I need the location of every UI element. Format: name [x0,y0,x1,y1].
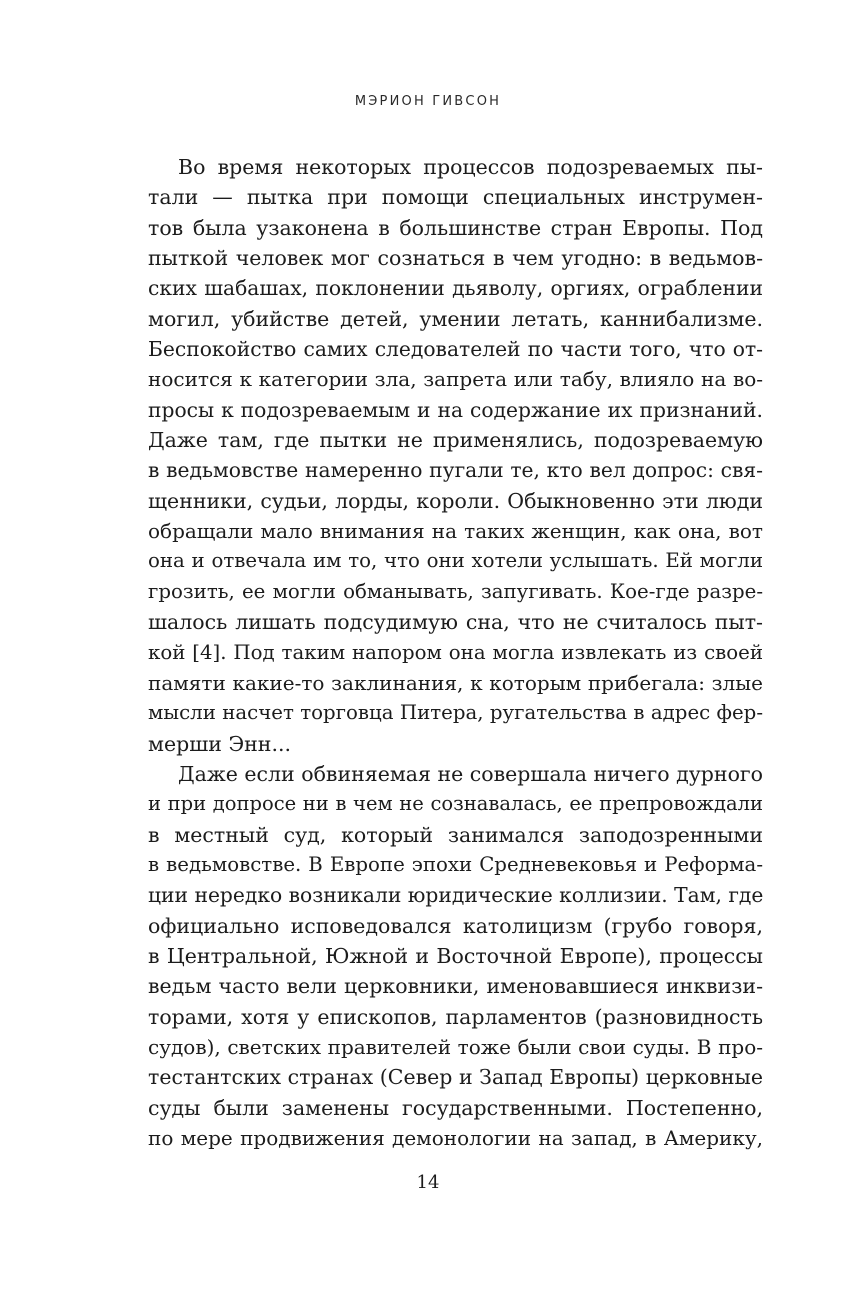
text-line: ции нередко возникали юридические коллизии. Там, где [148,883,764,908]
page-number: 14 [416,1172,440,1193]
running-head: МЭРИОН ГИВСОН [354,94,502,109]
text-line: Беспокойство самих следователей по части того, что от- [148,337,763,362]
text-line: в местный суд, который занимался заподозренными [148,822,763,847]
text-line: и при допросе ни в чем не сознавалась, ее препровождали [148,792,763,816]
text-line: торами, хотя у епископов, парламентов (разновидность [148,1004,763,1029]
text-line: в Центральной, Южной и Восточной Европе), процессы [148,943,763,968]
text-line: официально исповедовался католицизм (грубо говоря, [148,913,763,938]
text-line: шалось лишать подсудимую сна, что не считалось пыт- [148,610,763,635]
text-line: могил, убийстве детей, умении летать, каннибализме. [148,306,763,331]
text-line: памяти какие-то заклинания, к которым прибегала: злые [148,670,763,695]
text-line: в ведьмовстве. В Европе эпохи Средневековья и Реформа- [148,852,763,876]
text-line: тали — пытка при помощи специальных инструмен- [148,185,763,210]
text-line: просы к подозреваемым и на содержание их признаний. [148,397,763,422]
text-line: щенники, судьи, лорды, короли. Обыкновенно эти люди [148,488,763,513]
text-line: тестантских странах (Север и Запад Европы) церковные [148,1065,763,1090]
text-line: она и отвечала им то, что они хотели услышать. Ей могли [148,549,763,573]
text-line: судов), светских правителей тоже были свои суды. В про- [148,1034,763,1059]
paragraph-1 [148,152,763,759]
text-line: ведьм часто вели церковники, именовавшиеся инквизи- [148,974,763,999]
text-line: суды были заменены государственными. Постепенно, [148,1095,763,1120]
text-line: грозить, ее могли обманывать, запугивать. Кое-где разре- [148,579,763,603]
text-line: пыткой человек мог сознаться в чем угодно: в ведьмов- [148,246,763,271]
text-line: мерши Энн... [148,731,291,756]
text-line: Даже там, где пытки не применялись, подозреваемую [148,428,763,453]
text-line: Во время некоторых процессов подозреваемых пы- [178,155,763,179]
text-line: кой [4]. Под таким напором она могла извлекать из своей [148,640,763,664]
text-line: в ведьмовстве намеренно пугали те, кто вел допрос: свя- [148,458,763,483]
text-line: обращали мало внимания на таких женщин, как она, вот [148,519,763,544]
text-line: мысли насчет торговца Питера, ругательства в адрес фер- [148,701,763,725]
text-line: по мере продвижения демонологии на запад, в Америку, [148,1126,763,1150]
body-text [148,152,763,1153]
text-line: тов была узаконена в большинстве стран Европы. Под [148,215,763,240]
paragraph-2 [148,759,763,1153]
text-line: носится к категории зла, запрета или табу, влияло на во- [148,367,763,392]
text-line: ских шабашах, поклонении дьяволу, оргиях, ограблении [148,276,763,301]
text-line: Даже если обвиняемая не совершала ничего дурного [178,761,763,786]
